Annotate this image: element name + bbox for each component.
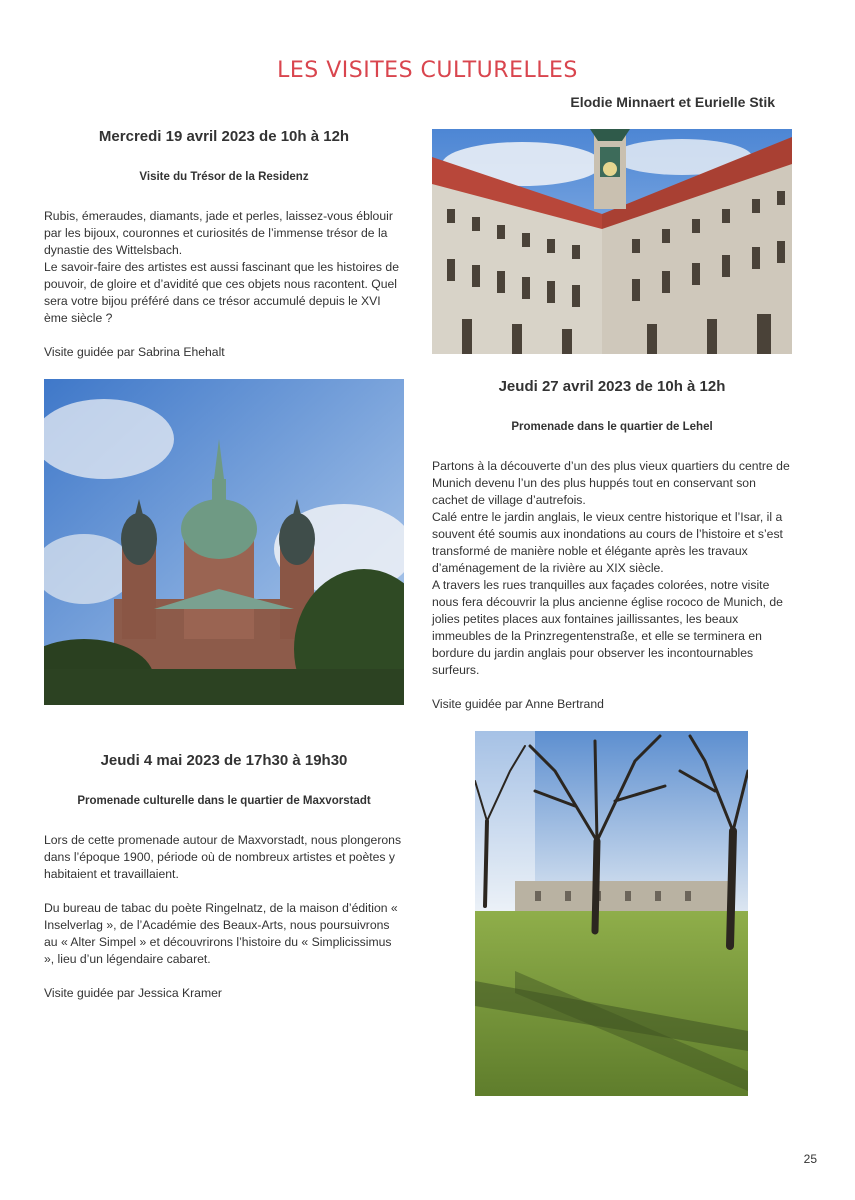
visit-paragraph: Du bureau de tabac du poète Ringelnatz, de la maison d’édition « Inselverlag », de l’Académie des Beaux-Arts, nous poursuivrons au « Alter Simpel » et découvrirons l’histoire du « Simplicissimus », lieu d’un légendaire cabaret. bbox=[44, 901, 398, 966]
visit-subtitle: Promenade culturelle dans le quartier de Maxvorstadt bbox=[77, 795, 371, 807]
visit-paragraph: Rubis, émeraudes, diamants, jade et perles, laissez-vous éblouir par les bijoux, couronnes et curiosités de l’immense trésor de la dynastie des Wittelsbach. bbox=[44, 209, 393, 257]
visit-maxvorstadt bbox=[44, 752, 404, 1002]
paragraph-gap bbox=[44, 883, 404, 900]
page-number: 25 bbox=[803, 1152, 817, 1166]
visit-residenz bbox=[44, 128, 404, 361]
visit-guide: Visite guidée par Anne Bertrand bbox=[432, 697, 604, 711]
authors-line: Elodie Minnaert et Eurielle Stik bbox=[570, 94, 775, 110]
visit-date: Jeudi 27 avril 2023 de 10h à 12h bbox=[498, 378, 726, 395]
visit-paragraph: Le savoir-faire des artistes est aussi fascinant que les histoires de pouvoir, de gloire et d’avidité que ces objets nous racontent. Quel sera votre bijou préféré dans ce trésor accumulé depuis le XVI ème siècle ? bbox=[44, 260, 399, 325]
visit-paragraph: Lors de cette promenade autour de Maxvorstadt, nous plongerons dans l’époque 1900, période où de nombreux artistes et poètes y habitaient et travaillaient. bbox=[44, 833, 402, 881]
visit-date: Jeudi 4 mai 2023 de 17h30 à 19h30 bbox=[100, 752, 348, 769]
visit-paragraph: Partons à la découverte d’un des plus vieux quartiers du centre de Munich devenu l’un des plus huppés tout en conservant son cachet de village d’autrefois. bbox=[432, 459, 790, 507]
residenz-photo bbox=[432, 129, 792, 354]
visit-paragraph: Calé entre le jardin anglais, le vieux centre historique et l’Isar, il a souvent été soumis aux inondations au cours de l’histoire et s’est transformé de manière noble et élégante après les travaux d’aménagement de la rivière au XIX siècle. bbox=[432, 510, 783, 575]
church-photo bbox=[44, 379, 404, 705]
page-title: LES VISITES CULTURELLES bbox=[277, 58, 578, 83]
park-photo bbox=[475, 731, 748, 1096]
visit-guide: Visite guidée par Jessica Kramer bbox=[44, 986, 222, 1000]
visit-guide: Visite guidée par Sabrina Ehehalt bbox=[44, 345, 225, 359]
visit-date: Mercredi 19 avril 2023 de 10h à 12h bbox=[98, 128, 350, 145]
visit-lehel bbox=[432, 378, 792, 713]
visit-subtitle: Promenade dans le quartier de Lehel bbox=[511, 421, 713, 433]
visit-paragraph: A travers les rues tranquilles aux façades colorées, notre visite nous fera découvrir la plus ancienne église rococo de Munich, de jolies petites places aux fontaines jaillissantes, les beaux immeubles de la Prinzregentenstraße, et elle se terminera en bordure du jardin anglais pour observer les incontournables surfeurs. bbox=[432, 578, 783, 677]
visit-subtitle: Visite du Trésor de la Residenz bbox=[139, 171, 309, 183]
